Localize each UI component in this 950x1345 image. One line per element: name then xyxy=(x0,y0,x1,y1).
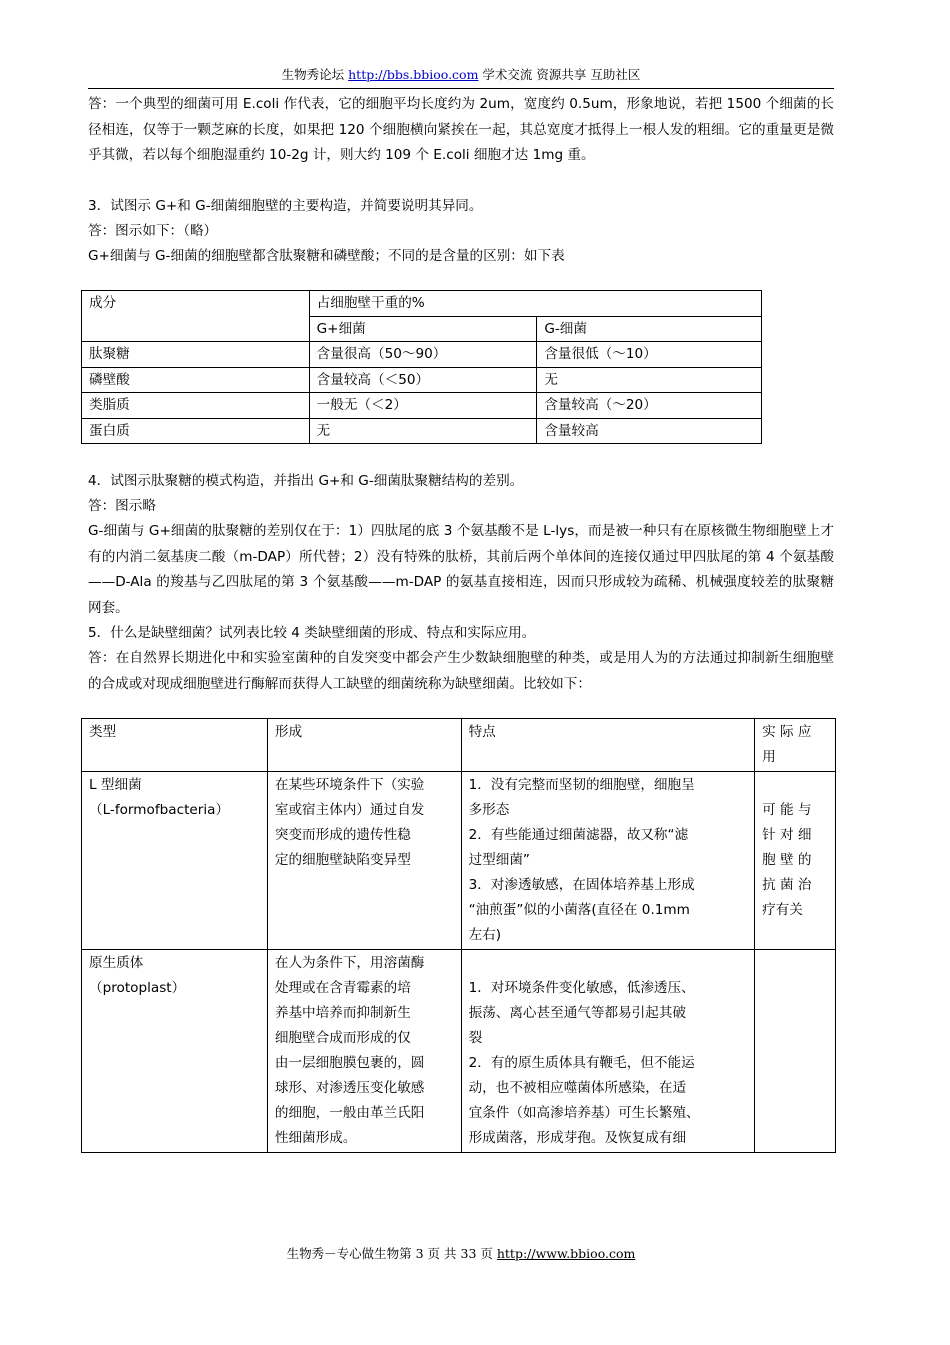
row-features: 1．对环境条件变化敏感，低渗透压、 振荡、离心甚至通气等都易引起其破 裂 2．有的原生质体具有鞭毛，但不能运 动，也不被相应噬菌体所感染，在适 宜条件（如高渗培养基）可生长繁殖、 形成菌落，形成芽孢。及恢复成有细 xyxy=(461,950,755,1153)
header-rule xyxy=(88,88,834,89)
header-application: 实 际 应 用 xyxy=(755,719,836,772)
row-formation: 在人为条件下，用溶菌酶 处理或在含青霉素的培 养基中培养而抑制新生 细胞壁合成而形成的仅 由一层细胞膜包裹的，圆 球形、对渗透压变化敏感 的细胞，一般由革兰氏阳 性细菌形成。 xyxy=(267,950,461,1153)
header-formation: 形成 xyxy=(267,719,461,772)
row-name: 肽聚糖 xyxy=(82,342,310,368)
table-row xyxy=(82,291,762,317)
header-gneg: G-细菌 xyxy=(537,316,762,342)
row-gneg: 含量较高 xyxy=(537,418,762,444)
header-component: 成分 xyxy=(82,291,310,342)
row-gneg: 含量较高（～20） xyxy=(537,393,762,419)
row-application xyxy=(755,950,836,1153)
row-gneg: 无 xyxy=(537,367,762,393)
answer-4-figure: 答：图示略 xyxy=(88,498,156,514)
page-footer xyxy=(88,1245,834,1263)
row-name: 蛋白质 xyxy=(82,418,310,444)
header-suffix: 学术交流 资源共享 互助社区 xyxy=(478,67,641,82)
row-gpos: 含量较高（＜50） xyxy=(309,367,537,393)
row-name: 磷壁酸 xyxy=(82,367,310,393)
row-name: 类脂质 xyxy=(82,393,310,419)
answer-5-text: 答：在自然界长期进化中和实验室菌种的自发突变中都会产生少数缺细胞壁的种类，或是用人为的方法通过抑制新生细胞壁的合成或对现成细胞壁进行酶解而获得人工缺壁的细菌统称为缺壁细菌。比较如下： xyxy=(88,650,834,692)
row-application: 可 能 与 针 对 细 胞 壁 的 抗 菌 治 疗有关 xyxy=(755,772,836,950)
row-gpos: 无 xyxy=(309,418,537,444)
question-3: 3．试图示 G+和 G-细菌细胞壁的主要构造，并简要说明其异同。 xyxy=(88,198,483,214)
header-type: 类型 xyxy=(82,719,268,772)
table-row xyxy=(82,342,762,368)
row-gneg: 含量很低（～10） xyxy=(537,342,762,368)
page-header xyxy=(88,66,834,84)
header-features: 特点 xyxy=(461,719,755,772)
row-type: 原生质体 （protoplast） xyxy=(82,950,268,1153)
answer-3-figure: 答：图示如下：（略） xyxy=(88,223,218,239)
row-formation: 在某些环境条件下（实验 室或宿主体内）通过自发 突变而形成的遗传性稳 定的细胞壁缺陷变异型 xyxy=(267,772,461,950)
header-prefix: 生物秀论坛 xyxy=(281,67,349,82)
table-row xyxy=(82,950,836,1153)
footer-text: 生物秀－专心做生物第 3 页 共 33 页 xyxy=(286,1246,497,1261)
header-percent: 占细胞壁干重的% xyxy=(309,291,761,317)
site-link[interactable]: http://www.bbioo.com xyxy=(496,1246,636,1261)
answer-ecoli-paragraph: 答：一个典型的细菌可用 E.coli 作代表，它的细胞平均长度约为 2um，宽度约 0.5um，形象地说，若把 1500 个细菌的长径相连，仅等于一颗芝麻的长度，如果把 120 个细胞横向紧挨在一起，其总宽度才抵得上一根人发的粗细。它的重量更是微乎其微，若以每个细胞湿重约 10-2g 计，则大约 109 个 E.coli 细胞才达 1mg 重。 xyxy=(88,96,834,164)
row-features: 1．没有完整而坚韧的细胞壁，细胞呈 多形态 2．有些能通过细菌滤器，故又称“滤 过型细菌” 3．对渗透敏感，在固体培养基上形成 “油煎蛋”似的小菌落(直径在 0.1mm 左右) xyxy=(461,772,755,950)
answer-3-text: G+细菌与 G-细菌的细胞壁都含肽聚糖和磷壁酸；不同的是含量的区别：如下表 xyxy=(88,248,565,264)
table-row xyxy=(82,772,836,950)
wall-deficient-bacteria-table xyxy=(81,718,836,1153)
table-row xyxy=(82,367,762,393)
row-type: L 型细菌 （L-formofbacteria） xyxy=(82,772,268,950)
question-5: 5．什么是缺壁细菌？试列表比较 4 类缺壁细菌的形成、特点和实际应用。 xyxy=(88,625,536,641)
answer-4-text: G-细菌与 G+细菌的肽聚糖的差别仅在于：1）四肽尾的底 3 个氨基酸不是 L-lys，而是被一种只有在原核微生物细胞壁上才有的内消二氨基庚二酸（m-DAP）所代替；2）没有特殊的肽桥，其前后两个单体间的连接仅通过甲四肽尾的第 4 个氨基酸——D-Ala 的羧基与乙四肽尾的第 3 个氨基酸——m-DAP 的氨基直接相连，因而只形成较为疏稀、机械强度较差的肽聚糖网套。 xyxy=(88,523,834,616)
question-4: 4．试图示肽聚糖的模式构造，并指出 G+和 G-细菌肽聚糖结构的差别。 xyxy=(88,473,524,489)
cell-wall-composition-table xyxy=(81,290,762,444)
table-row xyxy=(82,719,836,772)
table-row xyxy=(82,418,762,444)
header-gpos: G+细菌 xyxy=(309,316,537,342)
forum-link[interactable]: http://bbs.bbioo.com xyxy=(348,67,479,82)
row-gpos: 一般无（＜2） xyxy=(309,393,537,419)
table-row xyxy=(82,393,762,419)
row-gpos: 含量很高（50～90） xyxy=(309,342,537,368)
